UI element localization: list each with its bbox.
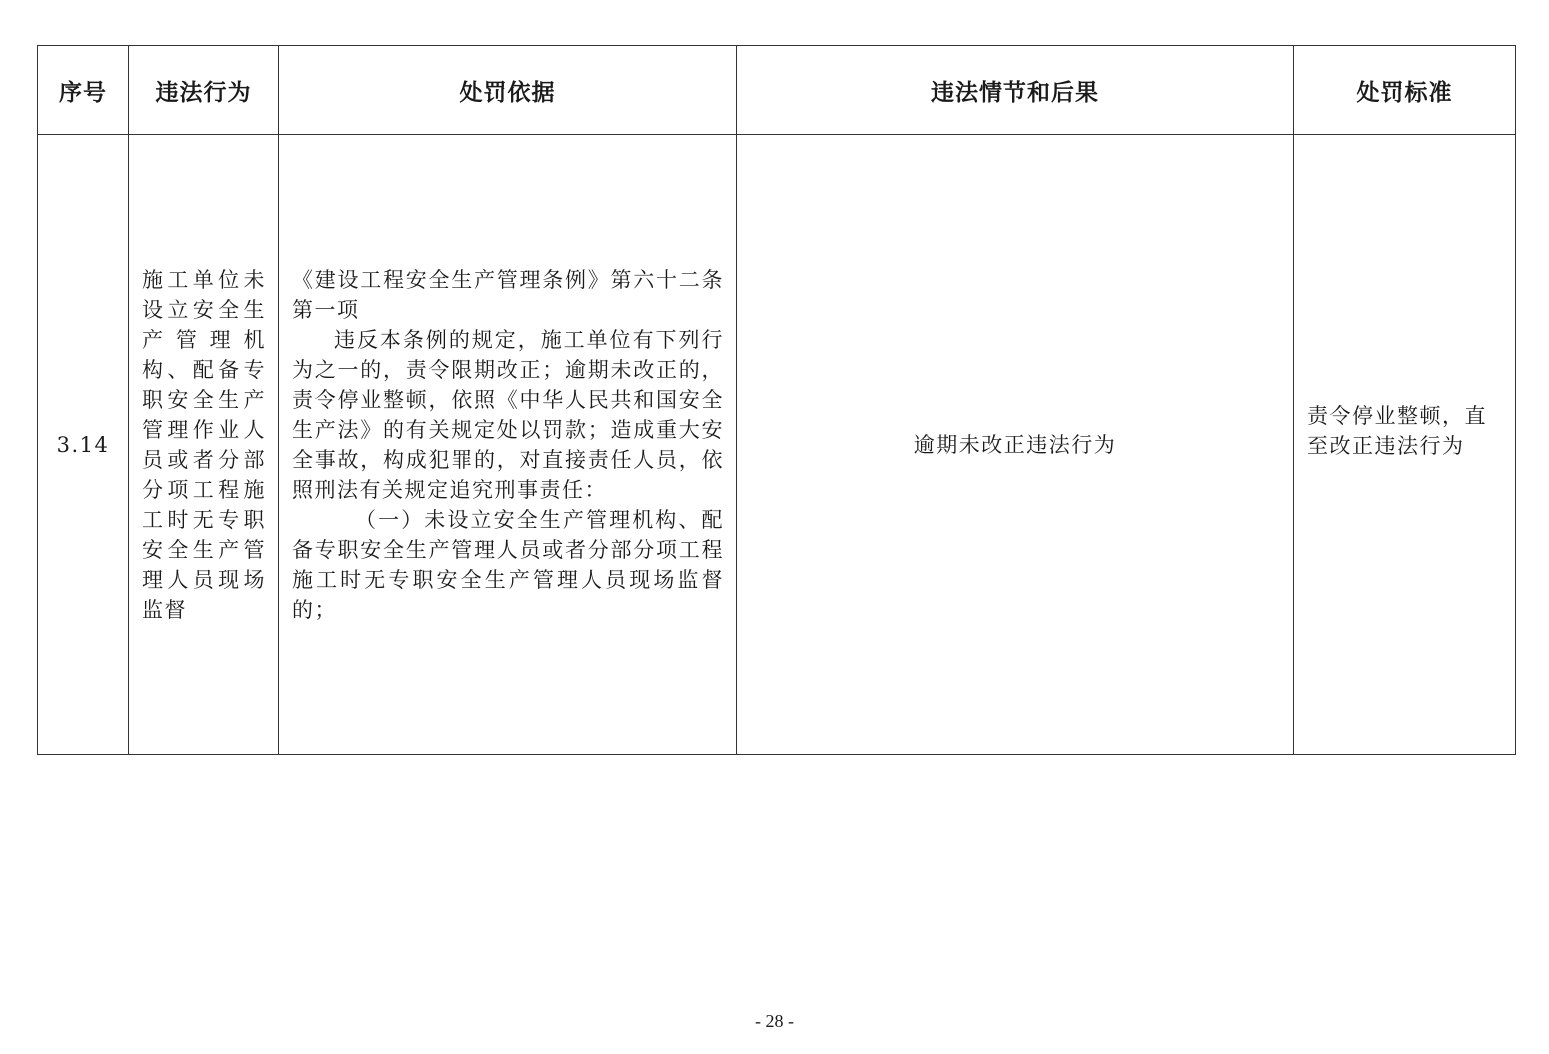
header-penalty-basis: 处罚依据 — [279, 46, 737, 135]
header-circumstance-consequence: 违法情节和后果 — [737, 46, 1294, 135]
header-violation-act: 违法行为 — [129, 46, 279, 135]
basis-paragraph-main: 违反本条例的规定，施工单位有下列行为之一的，责令限期改正；逾期未改正的，责令停业整顿，依照《中华人民共和国安全生产法》的有关规定处以罚款；造成重大安全事故，构成犯罪的，对直接责任人员，依照刑法有关规定追究刑事责任： — [292, 327, 724, 502]
penalty-standards-table — [37, 45, 1516, 755]
cell-circumstance-consequence: 逾期未改正违法行为 — [737, 135, 1294, 755]
cell-penalty-basis — [279, 135, 737, 755]
table-header-row — [38, 46, 1516, 135]
table-row — [38, 135, 1516, 755]
cell-serial-number: 3.14 — [38, 135, 129, 755]
cell-penalty-standard — [1294, 135, 1516, 755]
penalty-standard-text: 责令停业整顿，直至改正违法行为 — [1307, 403, 1487, 458]
page-number: - 28 - — [755, 1011, 794, 1031]
header-serial-number: 序号 — [38, 46, 129, 135]
basis-paragraph-item-one: （一）未设立安全生产管理机构、配备专职安全生产管理人员或者分部分项工程施工时无专职安全生产管理人员现场监督的； — [292, 507, 724, 622]
header-penalty-standard: 处罚标准 — [1294, 46, 1516, 135]
cell-violation-act: 施工单位未设立安全生产管理机构、配备专职安全生产管理作业人员或者分部分项工程施工时无专职安全生产管理人员现场监督 — [129, 135, 279, 755]
basis-regulation-title: 《建设工程安全生产管理条例》第六十二条第一项 — [292, 267, 724, 322]
